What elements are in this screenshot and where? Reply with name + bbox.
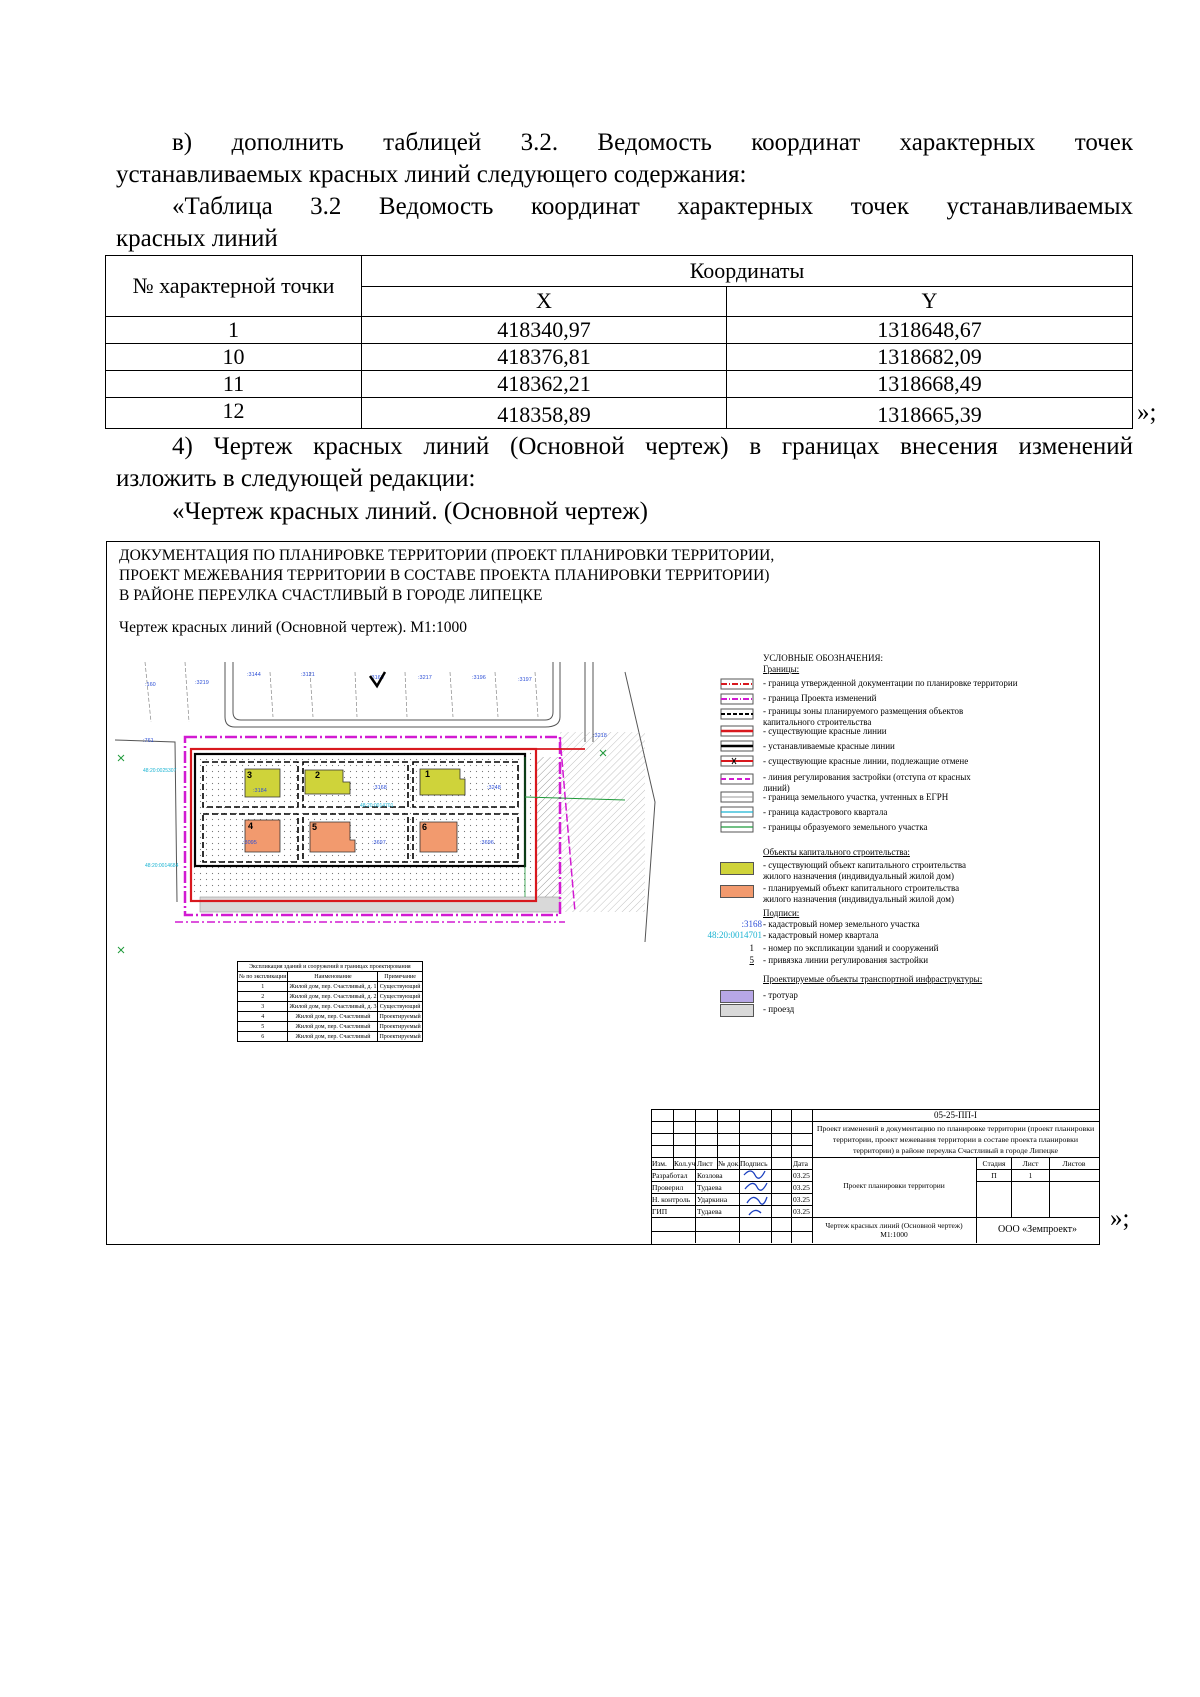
legend-line-symbols	[720, 678, 756, 848]
explication-cell: 2	[238, 992, 288, 1002]
legend-objects-head: Объекты капитального строительства:	[763, 847, 910, 857]
role-date: 03.25	[793, 1183, 810, 1192]
cadastral-label: :3697	[372, 840, 386, 846]
legend-item: - границы зоны планируемого размещения объектов капитального строительства	[763, 706, 964, 727]
legend-labels-head: Подписи:	[763, 908, 800, 918]
table-row	[238, 992, 423, 1002]
explication-cell: Проектируемый	[379, 1023, 421, 1030]
role: Разработал	[652, 1171, 688, 1180]
planned-house-symbol	[720, 885, 754, 898]
table-caption-line2: красных линий	[116, 225, 278, 252]
col-head: Подпись	[740, 1159, 768, 1168]
col-x-header: X	[362, 286, 727, 317]
drawing-title-line2: ПРОЕКТ МЕЖЕВАНИЯ ТЕРРИТОРИИ В СОСТАВЕ ПРОЕКТА ПЛАНИРОВКИ ТЕРРИТОРИИ)	[119, 567, 770, 584]
coord-x: 418340,97	[362, 317, 727, 344]
cadastral-label: :3121	[301, 672, 315, 678]
legend-transport: - проезд	[763, 1004, 795, 1014]
building-number: 2	[315, 770, 321, 780]
drawing-closing-mark: »;	[1110, 1205, 1130, 1232]
table-row	[106, 371, 1133, 398]
building-number: 1	[425, 769, 431, 779]
project-name: Проект изменений в документацию по планировке территории (проект планировки территории, проект межевания территории в составе проекта планировки территории) в районе переулка Счастливый в городе Липецке	[816, 1124, 1095, 1155]
legend-object: - планируемый объект капитального строительства жилого назначения (индивидуальный жилой дом)	[763, 883, 960, 904]
explication-cell: 3	[238, 1002, 288, 1012]
legend-item: - существующие красные линии	[763, 726, 887, 736]
cadastral-label: :3248	[487, 785, 501, 791]
role-date: 03.25	[793, 1207, 810, 1216]
role-name: Ударкина	[697, 1195, 728, 1204]
role-date: 03.25	[793, 1195, 810, 1204]
quarter-label: 48:20:0014684	[145, 863, 179, 869]
cadastral-label: :3217	[418, 675, 432, 681]
role-name: Тудаева	[697, 1183, 722, 1192]
company-name: ООО «Земпроект»	[998, 1224, 1077, 1235]
legend-item: - граница земельного участка, учтенных в ЕГРН	[763, 792, 949, 802]
drawing-sheet	[106, 541, 1100, 1245]
coordinates-table	[105, 255, 1133, 429]
table-row	[238, 1032, 423, 1042]
table-row	[106, 398, 1133, 429]
para-v-line1: в) дополнить таблицей 3.2. Ведомость координат характерных точек	[172, 129, 1133, 156]
legend-label: - кадастровый номер земельного участка	[763, 919, 920, 929]
parcel-lines	[145, 662, 538, 722]
table-row	[106, 344, 1133, 371]
drawing-code: 05-25-ПП-I	[934, 1110, 977, 1120]
building-number: 3	[247, 770, 253, 780]
drawing-title-line3: В РАЙОНЕ ПЕРЕУЛКА СЧАСТЛИВЫЙ В ГОРОДЕ ЛИПЕЦКЕ	[119, 587, 543, 604]
sidewalk-symbol	[720, 990, 754, 1003]
site-plan-map	[115, 662, 685, 957]
role-name: Козлова	[697, 1171, 723, 1180]
explication-cell: Жилой дом, пер. Счастливый	[288, 1022, 378, 1032]
cadastral-label: :3218	[593, 733, 607, 739]
sheet-head: Лист	[1022, 1159, 1039, 1168]
explication-cell: Существующий	[379, 1003, 421, 1010]
coord-x: 418358,89	[362, 398, 727, 429]
item4-line3: «Чертеж красных линий. (Основной чертеж)	[172, 498, 648, 525]
drawing-name: Чертеж красных линий (Основной чертеж) М1:1000	[825, 1221, 963, 1239]
explication-cell: Жилой дом, пер. Счастливый	[288, 1012, 378, 1022]
legend-title: УСЛОВНЫЕ ОБОЗНАЧЕНИЯ:	[763, 653, 883, 663]
role: ГИП	[652, 1207, 668, 1216]
legend-boundaries-head: Границы:	[763, 664, 800, 674]
stage-value: П	[991, 1171, 997, 1180]
col-head: Дата	[793, 1159, 808, 1168]
table-row	[238, 1022, 423, 1032]
coord-x: 418362,21	[362, 371, 727, 398]
legend-label: - привязка линии регулирования застройки	[763, 955, 929, 965]
explication-cell: 5	[238, 1022, 288, 1032]
signature-icon	[741, 1165, 771, 1220]
explication-cell: Жилой дом, пер. Счастливый, д. 3	[289, 1003, 377, 1010]
legend-item: - граница Проекта изменений	[763, 693, 877, 703]
explication-header: Примечание	[378, 972, 422, 982]
legend-item: - граница кадастрового квартала	[763, 807, 888, 817]
col-head: Изм.	[652, 1159, 667, 1168]
label-sample-number: 1	[749, 943, 754, 953]
existing-house-symbol	[720, 862, 754, 875]
explication-cell: 6	[238, 1032, 288, 1042]
section-name: Проект планировки территории	[843, 1181, 945, 1190]
building-number: 5	[312, 822, 318, 832]
label-sample-parcel: :3168	[741, 919, 762, 929]
point-number: 1	[106, 317, 362, 344]
driveway-symbol	[720, 1004, 754, 1017]
legend-transport: - тротуар	[763, 990, 798, 1000]
legend-label: - номер по экспликации зданий и сооружений	[763, 943, 939, 953]
legend-item: - линия регулирования застройки (отступа от красных линий)	[763, 772, 971, 793]
legend-item: - граница утвержденной документации по планировке территории	[763, 678, 1018, 688]
explication-cell: Существующий	[379, 993, 421, 1000]
label-sample-quarter: 48:20:0014701	[707, 930, 762, 940]
sheet-value: 1	[1028, 1171, 1033, 1180]
table-row	[238, 1012, 423, 1022]
cadastral-label: :3168	[373, 785, 387, 791]
coord-x: 418376,81	[362, 344, 727, 371]
quarter-label: 48:20:0025307	[143, 768, 177, 774]
col-head: № док.	[718, 1159, 741, 1168]
legend-item: - границы образуемого земельного участка	[763, 822, 928, 832]
cadastral-label: :3095	[243, 840, 257, 846]
coord-y: 1318648,67	[727, 317, 1133, 344]
point-number: 10	[106, 344, 362, 371]
col-coords-header: Координаты	[362, 256, 1133, 287]
coord-y: 1318668,49	[727, 371, 1133, 398]
drawing-subtitle: Чертеж красных линий (Основной чертеж). М1:1000	[119, 619, 468, 636]
explication-cell: Жилой дом, пер. Счастливый, д. 1	[289, 983, 377, 990]
cadastral-label: :3169	[370, 675, 384, 681]
legend-label: - кадастровый номер квартала	[763, 930, 879, 940]
label-sample-offset: 5	[749, 955, 754, 965]
role: Н. контроль	[652, 1195, 691, 1204]
coord-y: 1318682,09	[727, 344, 1133, 371]
cadastral-label: :3197	[518, 677, 532, 683]
legend-object: - существующий объект капитального строительства жилого назначения (индивидуальный жилой дом)	[763, 860, 967, 881]
cadastral-label: :3144	[247, 672, 261, 678]
table-row	[238, 982, 423, 992]
table-row	[238, 1002, 423, 1012]
explication-cell: Существующий	[379, 983, 421, 990]
explication-table	[237, 961, 423, 1042]
explication-cell: Жилой дом, пер. Счастливый, д. 2	[289, 993, 377, 1000]
legend-item: - существующие красные линии, подлежащие отмене	[763, 756, 969, 766]
explication-cell: Проектируемый	[379, 1033, 421, 1040]
cadastral-label: :160	[145, 682, 156, 688]
explication-cell: Проектируемый	[379, 1013, 421, 1020]
explication-header: № по экспликации	[239, 973, 287, 980]
col-head: Кол.уч	[674, 1159, 696, 1168]
cadastral-label: :3696	[480, 840, 494, 846]
item4-line1: 4) Чертеж красных линий (Основной чертеж) в границах внесения изменений	[172, 433, 1133, 460]
building-number: 6	[422, 822, 428, 832]
legend-item: - устанавливаемые красные линии	[763, 741, 895, 751]
explication-cell: 1	[238, 982, 288, 992]
explication-header: Наименование	[288, 972, 378, 982]
role-date: 03.25	[793, 1171, 810, 1180]
role-name: Тудаева	[697, 1207, 722, 1216]
cadastral-label: :3196	[472, 675, 486, 681]
building-number: 4	[248, 821, 254, 831]
coord-y: 1318665,39	[727, 398, 1133, 429]
title-block	[651, 1109, 1099, 1244]
para-v-line2: устанавливаемых красных линий следующего содержания:	[116, 161, 747, 188]
col-point-header: № характерной точки	[106, 256, 362, 317]
legend-transport-head: Проектируемые объекты транспортной инфраструктуры:	[763, 974, 983, 984]
cadastral-label: :761	[143, 738, 154, 744]
col-head: Лист	[697, 1159, 713, 1168]
cadastral-label: :3219	[195, 680, 209, 686]
table-closing-mark: »;	[1137, 399, 1157, 426]
sheets-head: Листов	[1062, 1159, 1086, 1168]
explication-cell: Жилой дом, пер. Счастливый	[288, 1032, 378, 1042]
item4-line2: изложить в следующей редакции:	[116, 465, 476, 492]
point-number: 12	[106, 398, 362, 429]
point-number: 11	[106, 371, 362, 398]
table-caption-line1: «Таблица 3.2 Ведомость координат характерных точек устанавливаемых	[172, 193, 1133, 220]
table-row	[106, 317, 1133, 344]
role: Проверил	[652, 1183, 684, 1192]
quarter-label: 48:20:0014701	[360, 803, 394, 809]
explication-title: Экспликация зданий и сооружений в границах проектирования	[238, 962, 423, 972]
drawing-title-line1: ДОКУМЕНТАЦИЯ ПО ПЛАНИРОВКЕ ТЕРРИТОРИИ (ПРОЕКТ ПЛАНИРОВКИ ТЕРРИТОРИИ,	[119, 547, 775, 564]
stage-head: Стадия	[982, 1159, 1006, 1168]
col-y-header: Y	[727, 286, 1133, 317]
explication-cell: 4	[238, 1012, 288, 1022]
cadastral-label: :3184	[253, 788, 267, 794]
